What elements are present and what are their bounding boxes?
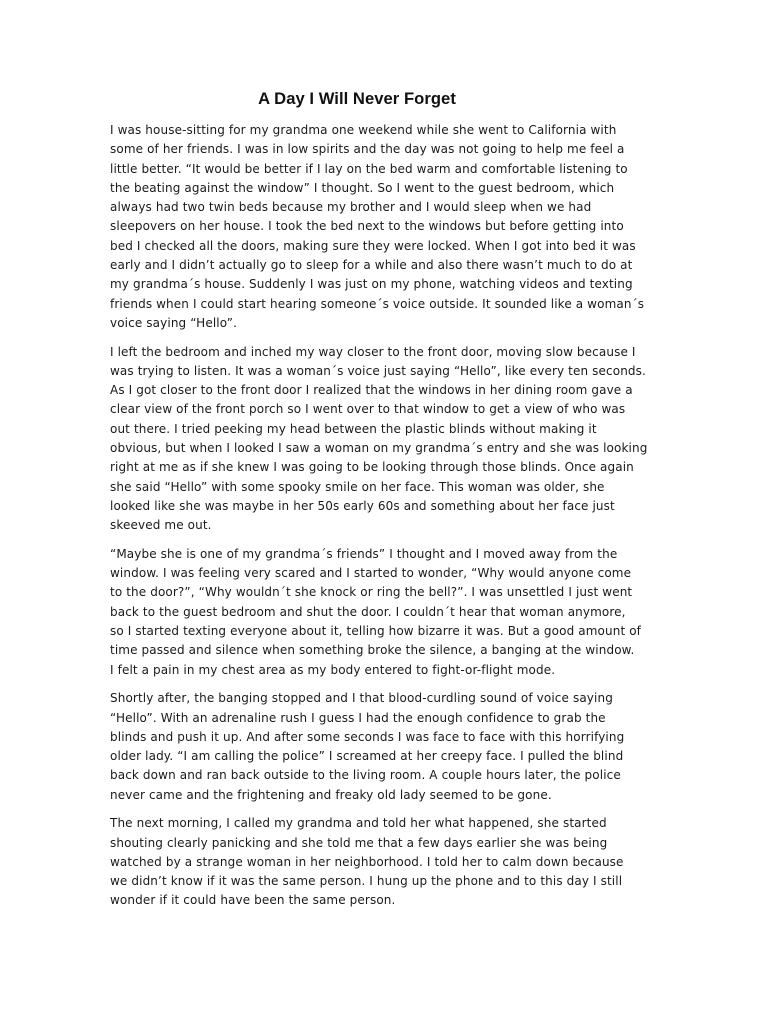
document-title: A Day I Will Never Forget: [258, 89, 456, 108]
paragraph-1: I was house-sitting for my grandma one weekend while she went to California with some of her friends. I was in low spirits and the day was not going to help me feel a little better. “It would be better if I lay on the bed warm and comfortable listening to the beating against the window” I thought. So I went to the guest bedroom, which always had two twin beds because my brother and I would sleep when we had sleepovers on her house. I took the bed next to the windows but before getting into bed I checked all the doors, making sure they were locked. When I got into bed it was early and I didn’t actually go to sleep for a while and also there wasn’t much to do at my grandma´s house. Suddenly I was just on my phone, watching videos and texting friends when I could start hearing someone´s voice outside. It sounded like a woman´s voice saying “Hello”.: [110, 123, 645, 330]
paragraph-3: “Maybe she is one of my grandma´s friends” I thought and I moved away from the window. I was feeling very scared and I started to wonder, “Why would anyone come to the door?”, “Why wouldn´t she knock or ring the bell?”. I was unsettled I just went back to the guest bedroom and shut the door. I couldn´t hear that woman anymore, so I started texting everyone about it, telling how bizarre it was. But a good amount of time passed and silence when something broke the silence, a banging at the window. I felt a pain in my chest area as my body entered to fight-or-flight mode.: [110, 546, 642, 677]
paragraph-2: I left the bedroom and inched my way closer to the front door, moving slow because I was trying to listen. It was a woman´s voice just saying “Hello”, like every ten seconds. As I got closer to the front door I realized that the windows in her dining room gave a clear view of the front porch so I went over to that window to get a view of who was out there. I tried peeking my head between the plastic blinds without making it obvious, but when I looked I saw a woman on my grandma´s entry and she was looking right at me as if she knew I was going to be looking through those blinds. Once again she said “Hello” with some spooky smile on her face. This woman was older, she looked like she was maybe in her 50s early 60s and something about her face just skeeved me out.: [110, 344, 648, 533]
document-body: [110, 121, 658, 920]
paragraph-4: Shortly after, the banging stopped and I that blood-curdling sound of voice saying “Hello”. With an adrenaline rush I guess I had the enough confidence to grab the blinds and push it up. And after some seconds I was face to face with this horrifying older lady. “I am calling the police” I screamed at her creepy face. I pulled the blind back down and ran back outside to the living room. A couple hours later, the police never came and the frightening and freaky old lady seemed to be gone.: [110, 691, 625, 802]
paragraph-5: The next morning, I called my grandma and told her what happened, she started shouting clearly panicking and she told me that a few days earlier she was being watched by a strange woman in her neighborhood. I told her to calm down because we didn’t know if it was the same person. I hung up the phone and to this day I still wonder if it could have been the same person.: [110, 816, 624, 908]
